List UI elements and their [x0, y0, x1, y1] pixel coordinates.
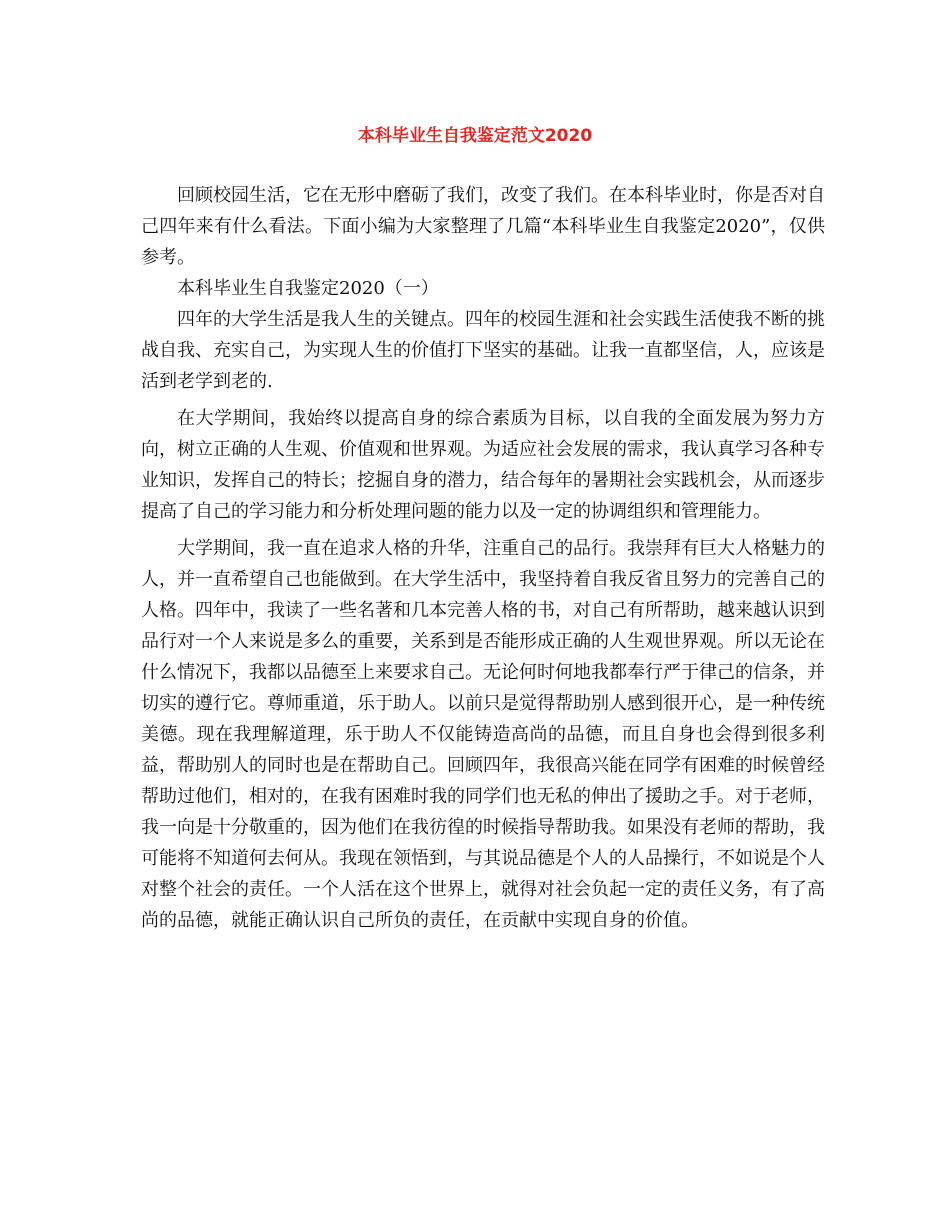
document-body [141, 180, 825, 936]
body-paragraph-1: 四年的大学生活是我人生的关键点。四年的校园生涯和社会实践生活使我不断的挑战自我、充实自己，为实现人生的价值打下坚实的基础。让我一直都坚信，人，应该是活到老学到老的. [141, 309, 825, 392]
body-paragraph-2: 在大学期间，我始终以提高自身的综合素质为目标，以自我的全面发展为努力方向，树立正确的人生观、价值观和世界观。为适应社会发展的需求，我认真学习各种专业知识，发挥自己的特长；挖掘自身的潜力，结合每年的暑期社会实践机会，从而逐步提高了自己的学习能力和分析处理问题的能力以及一定的协调组织和管理能力。 [141, 408, 825, 522]
body-paragraph-3: 大学期间，我一直在追求人格的升华，注重自己的品行。我崇拜有巨大人格魅力的人，并一直希望自己也能做到。在大学生活中，我坚持着自我反省且努力的完善自己的人格。四年中，我读了一些名著和几本完善人格的书，对自己有所帮助，越来越认识到品行对一个人来说是多么的重要，关系到是否能形成正确的人生观世界观。所以无论在什么情况下，我都以品德至上来要求自己。无论何时何地我都奉行严于律己的信条，并切实的遵行它。尊师重道，乐于助人。以前只是觉得帮助别人感到很开心，是一种传统美德。现在我理解道理，乐于助人不仅能铸造高尚的品德，而且自身也会得到很多利益，帮助别人的同时也是在帮助自己。回顾四年，我很高兴能在同学有困难的时候曾经帮助过他们，相对的，在我有困难时我的同学们也无私的伸出了援助之手。对于老师，我一向是十分敬重的，因为他们在我彷徨的时候指导帮助我。如果没有老师的帮助，我可能将不知道何去何从。我现在领悟到，与其说品德是个人的人品操行，不如说是个人对整个社会的责任。一个人活在这个世界上，就得对社会负起一定的责任义务，有了高尚的品德，就能正确认识自己所负的责任，在贡献中实现自身的价值。 [141, 538, 825, 931]
document-title: 本科毕业生自我鉴定范文2020 [357, 126, 593, 146]
section-heading: 本科毕业生自我鉴定2020（一） [177, 278, 439, 299]
intro-paragraph: 回顾校园生活，它在无形中磨砺了我们，改变了我们。在本科毕业时，你是否对自己四年来有什么看法。下面小编为大家整理了几篇“本科毕业生自我鉴定2020”，仅供参考。 [141, 185, 825, 268]
